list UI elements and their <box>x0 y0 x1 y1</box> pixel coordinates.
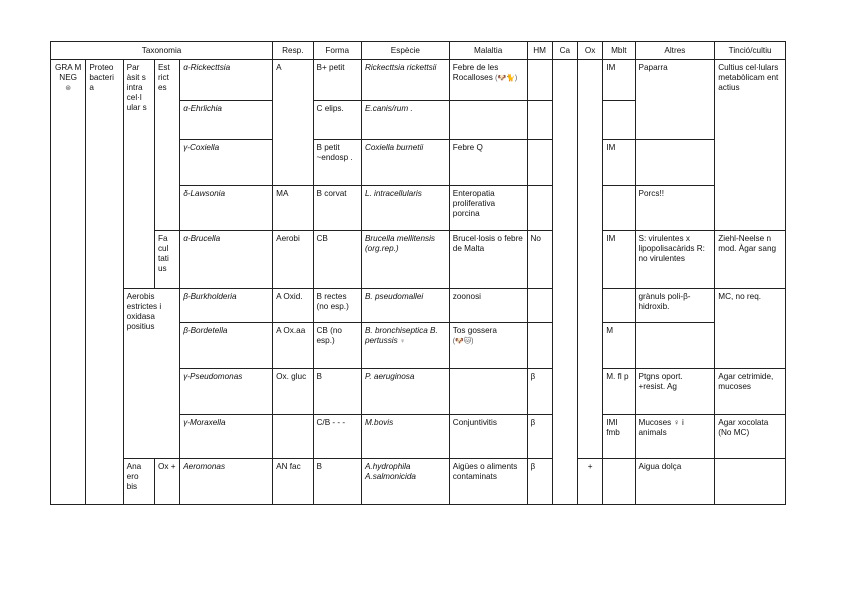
cell-ox <box>577 60 602 459</box>
header-resp: Resp. <box>273 42 313 60</box>
taxonomy-table <box>50 41 786 505</box>
cell-altres: Ptgns oport. +resist. Ag <box>635 369 715 415</box>
cell-malaltia: Brucel·losis o febre de Malta <box>449 231 527 289</box>
cell-tincio: MC, no req. <box>715 289 786 369</box>
cell-altres <box>635 140 715 186</box>
cell-forma: B corvat <box>313 186 361 231</box>
cell-malaltia: Aigües o aliments contaminats <box>449 459 527 505</box>
gram-label: GRA M NEG <box>54 63 82 82</box>
cell-tincio: Agar xocolata (No MC) <box>715 415 786 459</box>
cell-resp: Ox. gluc <box>273 369 313 415</box>
cell-malaltia: Febre Q <box>449 140 527 186</box>
cell-hm: No <box>527 231 552 289</box>
header-row <box>51 42 786 60</box>
cell-mblt <box>603 289 635 323</box>
group-facultatius: Fa cul tati us <box>154 231 179 289</box>
cell-especie: Rickecttsia rickettsii <box>361 60 449 101</box>
cell-tax: α-Rickecttsia <box>180 60 273 101</box>
cell-tax: γ-Coxiella <box>180 140 273 186</box>
group-proteobacteria: Proteo bacteri a <box>86 60 123 505</box>
cell-resp: A Oxid. <box>273 289 313 323</box>
cell-mblt: IM <box>603 140 635 186</box>
cell-hm <box>527 101 552 140</box>
header-mblt: Mblt <box>603 42 635 60</box>
cell-especie: E.canis/rum . <box>361 101 449 140</box>
cell-tax: γ-Moraxella <box>180 415 273 459</box>
header-ca: Ca <box>552 42 577 60</box>
table-row <box>51 231 786 289</box>
cell-altres <box>635 323 715 369</box>
cell-mblt <box>603 186 635 231</box>
cell-resp: A <box>273 60 313 101</box>
cell-tax: β-Bordetella <box>180 323 273 369</box>
female-icon: ♀ <box>400 338 406 345</box>
cell-forma: B <box>313 459 361 505</box>
cell-mblt: IMI fmb <box>603 415 635 459</box>
cell-mblt: IM <box>603 60 635 101</box>
cell-forma: C elips. <box>313 101 361 140</box>
cell-mblt <box>603 459 635 505</box>
cell-tax: β-Burkholderia <box>180 289 273 323</box>
cell-especie <box>361 323 449 369</box>
cell-resp: A Ox.aa <box>273 323 313 369</box>
cell-tax: δ-Lawsonia <box>180 186 273 231</box>
gram-icon: ⊛ <box>65 85 72 92</box>
header-hm: HM <box>527 42 552 60</box>
cell-especie: P. aeruginosa <box>361 369 449 415</box>
cell-malaltia: zoonosi <box>449 289 527 323</box>
cell-resp <box>273 140 313 186</box>
cell-altres: Paparra <box>635 60 715 140</box>
group-parasits: Par àsit s intra cel·l ular s <box>123 60 154 289</box>
cell-especie: Coxiella burnetii <box>361 140 449 186</box>
cell-resp: AN fac <box>273 459 313 505</box>
especie-text: B. bronchiseptica B. pertussis <box>364 326 438 345</box>
cell-hm <box>527 186 552 231</box>
cell-especie: L. intracellularis <box>361 186 449 231</box>
cell-forma: B rectes (no esp.) <box>313 289 361 323</box>
cell-resp <box>273 101 313 140</box>
cell-altres: Aigua dolça <box>635 459 715 505</box>
table-row <box>51 459 786 505</box>
cell-altres: grànuls poli-β-hidroxib. <box>635 289 715 323</box>
cell-especie: Brucella mellitensis (org.rep.) <box>361 231 449 289</box>
header-forma: Forma <box>313 42 361 60</box>
table-row <box>51 289 786 323</box>
cell-mblt: M. fl p <box>603 369 635 415</box>
header-especie: Espècie <box>361 42 449 60</box>
cell-resp <box>273 415 313 459</box>
cell-ca <box>552 60 577 505</box>
group-gram-negative <box>51 60 86 505</box>
cell-hm <box>527 289 552 323</box>
cell-malaltia <box>449 369 527 415</box>
cell-altres: S: virulentes x lipopolisacàrids R: no virulentes <box>635 231 715 289</box>
cell-altres: Mucoses ♀ i animals <box>635 415 715 459</box>
cell-tax: γ-Pseudomonas <box>180 369 273 415</box>
cell-especie: B. pseudomallei <box>361 289 449 323</box>
cell-tincio: Agar cetrimide, mucoses <box>715 369 786 415</box>
header-ox: Ox <box>577 42 602 60</box>
animals-icon: (🐶🐈) <box>495 75 518 82</box>
malaltia-text: Tos gossera <box>452 326 497 335</box>
cell-mblt: M <box>603 323 635 369</box>
cell-malaltia: Enteropatia proliferativa porcina <box>449 186 527 231</box>
header-tincio: Tinció/cultiu <box>715 42 786 60</box>
cell-tax: Aeromonas <box>180 459 273 505</box>
cell-tax: α-Brucella <box>180 231 273 289</box>
group-estrictes: Est rict es <box>154 60 179 231</box>
cell-hm <box>527 60 552 101</box>
cell-forma: B petit ~endosp . <box>313 140 361 186</box>
cell-forma: B <box>313 369 361 415</box>
group-aerobis: Aerobis estrictes i oxidasa positius <box>123 289 180 459</box>
cell-especie: A.hydrophila A.salmonicida <box>361 459 449 505</box>
cell-tincio: Ziehl-Neelse n mod. Àgar sang <box>715 231 786 289</box>
cell-forma: CB <box>313 231 361 289</box>
header-taxonomia: Taxonomia <box>51 42 273 60</box>
cell-resp: MA <box>273 186 313 231</box>
cell-malaltia: Conjuntivitis <box>449 415 527 459</box>
cell-malaltia <box>449 323 527 369</box>
table-row <box>51 60 786 101</box>
animals-icon: (🐶🐱) <box>452 338 474 345</box>
cell-hm: β <box>527 369 552 415</box>
cell-tincio <box>715 459 786 505</box>
cell-ox: + <box>577 459 602 505</box>
cell-altres: Porcs!! <box>635 186 715 231</box>
malaltia-text: Febre de les Rocalloses <box>452 63 499 82</box>
cell-forma: CB (no esp.) <box>313 323 361 369</box>
cell-tincio: Cultius cel·lulars metabòlicam ent actius <box>715 60 786 231</box>
header-malaltia: Malaltia <box>449 42 527 60</box>
cell-malaltia <box>449 101 527 140</box>
cell-hm: β <box>527 415 552 459</box>
cell-hm: β <box>527 459 552 505</box>
cell-forma: C/B - - - <box>313 415 361 459</box>
group-anaerobis-ox: Ox + <box>154 459 179 505</box>
cell-malaltia <box>449 60 527 101</box>
cell-especie: M.bovis <box>361 415 449 459</box>
cell-hm <box>527 323 552 369</box>
cell-hm <box>527 140 552 186</box>
cell-mblt <box>603 101 635 140</box>
cell-tax: α-Ehrlichia <box>180 101 273 140</box>
cell-resp: Aerobi <box>273 231 313 289</box>
cell-mblt: IM <box>603 231 635 289</box>
group-anaerobis: Ana ero bis <box>123 459 154 505</box>
header-altres: Altres <box>635 42 715 60</box>
cell-forma: B+ petit <box>313 60 361 101</box>
